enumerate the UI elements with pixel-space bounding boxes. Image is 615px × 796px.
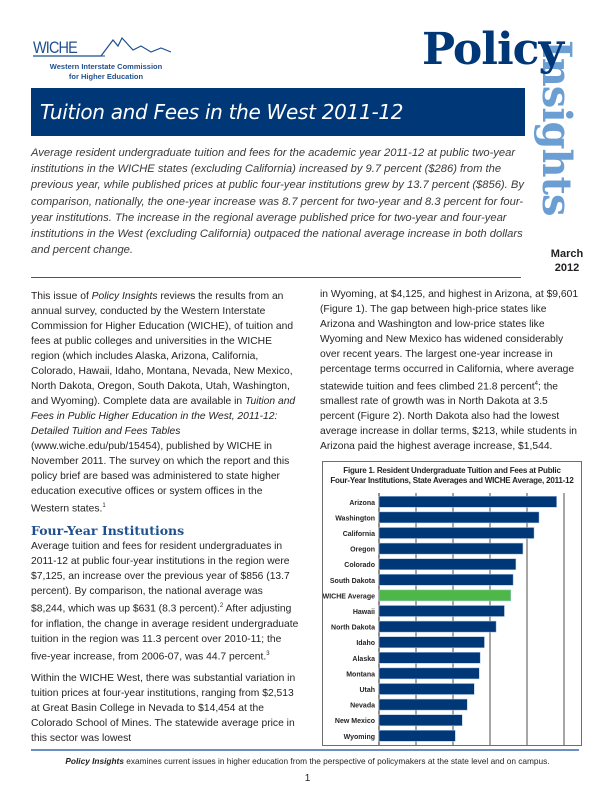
footnote-ref: 1 (102, 503, 106, 509)
left-column (31, 289, 299, 753)
chart-title (323, 466, 581, 486)
figure-1-chart (322, 461, 582, 746)
category-label: North Dakota (331, 624, 375, 632)
category-label: New Mexico (334, 718, 375, 726)
text: This issue of (31, 291, 92, 302)
body-paragraph: Within the WICHE West, there was substantial variation in tuition prices at four-year institutions, ranging from $2,513 at Great Basin College in Nevada to $14,454 at the Colorado School of Mines. The statewide average price in this sector was lowest (31, 673, 296, 745)
text: in Wyoming, at $4,125, and highest in Arizona, at $9,601 (Figure 1). The gap between high-price states like Arizona and Washington and low-price states like Wyoming and New Mexico has widened considerably over recent years. The largest one-year increase in percentage terms occurred in California, where average statewide tuition and fees climbed 21.8 percent (320, 289, 579, 393)
bar-chart (323, 462, 581, 745)
text: (www.wiche.edu/pub/15454), published by WICHE in November 2011. The survey on which the report and this policy brief are based was administered to state higher education executive offices or system offices in the Western states. (31, 441, 290, 515)
bar-south-dakota (379, 574, 513, 585)
organization-name (41, 62, 171, 82)
category-label: Nevada (350, 702, 375, 710)
page-title: Tuition and Fees in the West 2011-12 (40, 100, 404, 124)
footnote-ref: 4 (534, 381, 538, 387)
bar-arizona (379, 496, 557, 507)
bar-nevada (379, 699, 467, 710)
text: ; the smallest rate of growth was in North Dakota at 3.5 percent (Figure 2). North Dakota also had the lowest average increase in dollar terms, $213, while students in Arizona paid the highest average increase, $1,544. (320, 381, 577, 453)
footer-text: examines current issues in higher education from the perspective of policymakers at the state level and on campus. (123, 756, 550, 766)
section-heading: Four-Year Institutions (31, 523, 185, 539)
category-label: Alaska (352, 655, 375, 663)
category-label: Washington (335, 515, 375, 523)
bar-new-mexico (379, 715, 462, 726)
bar-wyoming (379, 730, 455, 741)
chart-title-line-1: Figure 1. Resident Undergraduate Tuition and Fees at Public (343, 466, 561, 475)
footer-divider (31, 749, 579, 751)
category-label: WICHE Average (323, 593, 375, 601)
category-label: South Dakota (329, 577, 375, 585)
bar-wiche-average (379, 590, 511, 601)
chart-title-line-2: Four-Year Institutions, State Averages and WICHE Average, 2011-12 (330, 476, 574, 485)
bar-california (379, 528, 534, 539)
text: After adjusting for inflation, the change in average resident undergraduate tuition in the region was 11.3 percent over 2010-11; the five-year increase, from 2006-07, was 44.7 percent. (31, 603, 299, 663)
category-label: Colorado (344, 562, 375, 570)
bar-montana (379, 668, 479, 679)
text: Average tuition and fees for resident undergraduates in 2011-12 at public four-year institutions in the region were $7,125, an increase over the previous year of $856 (13.7 percent). By comparison, the national average was $8,244, which was up $631 (8.3 percent). (31, 541, 290, 615)
org-line-2: for Higher Education (68, 72, 144, 81)
body-paragraph (31, 539, 299, 664)
page-number: 1 (304, 773, 311, 784)
report-title: Tuition and Fees in Public Higher Education in the West, 2011-12: Detailed Tuition and Fees Tables (31, 396, 296, 437)
publication-name: Policy Insights (91, 291, 158, 302)
bar-washington (379, 512, 539, 523)
divider (31, 277, 521, 278)
category-label: Idaho (356, 640, 375, 648)
bar-north-dakota (379, 621, 496, 632)
brand-policy: Policy (422, 24, 564, 75)
bar-colorado (379, 559, 516, 570)
category-label: Utah (359, 687, 375, 694)
issue-year: 2012 (554, 262, 580, 274)
footnote-ref: 3 (266, 650, 270, 657)
category-label: Wyoming (343, 733, 375, 741)
bar-idaho (379, 637, 484, 648)
bar-utah (379, 684, 474, 695)
wiche-logo (33, 34, 173, 84)
category-label: Arizona (349, 499, 375, 507)
bar-oregon (379, 543, 523, 554)
category-label: Hawaii (352, 609, 375, 616)
logo-wordmark: WICHE (33, 38, 77, 57)
issue-month: March (550, 248, 584, 260)
brand-insights-text: Insights (533, 40, 580, 216)
bar-hawaii (379, 606, 504, 617)
intro-paragraph (31, 289, 299, 516)
org-line-1: Western Interstate Commission (49, 62, 163, 71)
category-label: California (342, 531, 375, 538)
footnote-ref: 2 (219, 603, 224, 610)
footer-note (0, 756, 615, 766)
title-banner (31, 88, 525, 136)
category-label: Montana (346, 671, 375, 679)
footer-publication-name: Policy Insights (65, 756, 124, 766)
category-label: Oregon (350, 546, 375, 554)
text: reviews the results from an annual survey, conducted by the Western Interstate Commission for Higher Education (WICHE), of tuition and fees at public colleges and universities in the WICHE region (which includes Alaska, Arizona, California, Colorado, Hawaii, Idaho, Montana, Nevada, New Mexico, North Dakota, Oregon, South Dakota, Utah, Washington, and Wyoming). Complete data are available in (31, 291, 294, 407)
body-paragraph (320, 287, 582, 454)
issue-date (547, 247, 587, 275)
bar-alaska (379, 652, 480, 663)
right-column (320, 287, 582, 461)
lede-paragraph: Average resident undergraduate tuition and fees for the academic year 2011-12 at public two-year institutions in the WICHE states (excluding California) increased by 9.7 percent ($286) from the previous year, while published prices at public four-year institutions grew by 13.7 percent ($856). By comparison, nationally, the one-year increase was 8.7 percent for two-year and 8.3 percent for four-year institutions. The increase in the regional average published price for two-year and four-year institutions in the West (excluding California) outpaced the national average increase in both dollars and percent change. (31, 147, 524, 257)
